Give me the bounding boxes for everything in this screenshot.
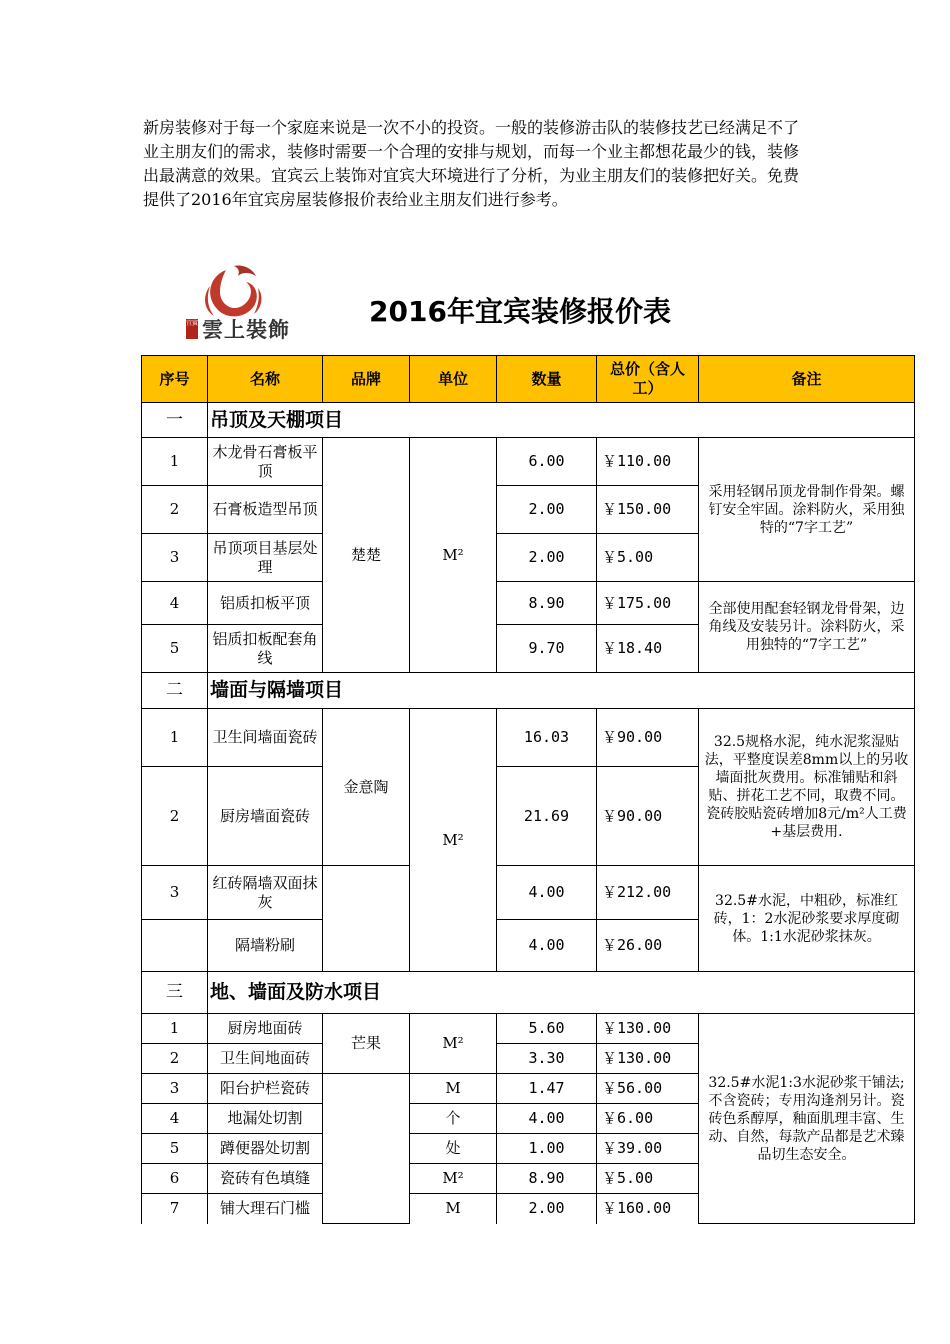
note-cell: 32.5#水泥，中粗砂，标准红砖，1：2水泥砂浆要求厚度砌体。1:1水泥砂浆抹灰。	[699, 866, 915, 972]
quantity-cell: 6.00	[497, 438, 597, 486]
unit-cell: M	[410, 1194, 497, 1224]
unit-cell: 处	[410, 1134, 497, 1164]
section-number: 一	[142, 403, 208, 438]
quantity-cell: 3.30	[497, 1044, 597, 1074]
note-cell: 采用轻钢吊顶龙骨制作骨架。螺钉安全牢固。涂料防火，采用独特的“7字工艺”	[699, 438, 915, 582]
unit-cell: M²	[410, 1164, 497, 1194]
item-name: 吊顶项目基层处理	[208, 534, 323, 582]
table-row	[142, 438, 915, 486]
page-title: 2016年宜宾装修报价表	[369, 295, 671, 328]
price-cell: ￥5.00	[597, 534, 699, 582]
price-cell: ￥130.00	[597, 1014, 699, 1044]
price-cell: ￥175.00	[597, 582, 699, 625]
price-cell: ￥90.00	[597, 767, 699, 866]
price-cell: ￥56.00	[597, 1074, 699, 1104]
price-cell: ￥39.00	[597, 1134, 699, 1164]
item-name: 厨房墙面瓷砖	[208, 767, 323, 866]
row-number: 1	[142, 438, 208, 486]
note-cell: 32.5规格水泥，纯水泥浆湿贴法，平整度误差8mm以上的另收墙面批灰费用。标准铺贴和斜贴、拼花工艺不同，取费不同。瓷砖胶贴瓷砖增加8元/m²人工费+基层费用.	[699, 709, 915, 866]
header-cell: 总价（含人工）	[597, 356, 699, 403]
row-number: 4	[142, 1104, 208, 1134]
row-number: 2	[142, 486, 208, 534]
row-number: 3	[142, 534, 208, 582]
price-cell: ￥5.00	[597, 1164, 699, 1194]
table-header-row	[142, 356, 915, 403]
quantity-cell: 8.90	[497, 582, 597, 625]
item-name: 铝质扣板平顶	[208, 582, 323, 625]
row-number: 1	[142, 709, 208, 767]
price-cell: ￥130.00	[597, 1044, 699, 1074]
quantity-cell: 5.60	[497, 1014, 597, 1044]
item-name: 蹲便器处切割	[208, 1134, 323, 1164]
intro-paragraph: 新房装修对于每一个家庭来说是一次不小的投资。一般的装修游击队的装修技艺已经满足不了业主朋友们的需求，装修时需要一个合理的安排与规划，而每一个业主都想花最少的钱，装修出最满意的效果。宜宾云上装饰对宜宾大环境进行了分析，为业主朋友们的装修把好关。免费提供了2016年宜宾房屋装修报价表给业主朋友们进行参考。	[143, 118, 800, 209]
quantity-cell: 4.00	[497, 1104, 597, 1134]
price-cell: ￥110.00	[597, 438, 699, 486]
item-name: 地漏处切割	[208, 1104, 323, 1134]
price-cell: ￥150.00	[597, 486, 699, 534]
item-name: 木龙骨石膏板平顶	[208, 438, 323, 486]
row-number: 3	[142, 866, 208, 920]
section-row	[142, 403, 915, 438]
section-number: 二	[142, 673, 208, 709]
row-number: 3	[142, 1074, 208, 1104]
item-name: 红砖隔墙双面抹灰	[208, 866, 323, 920]
quantity-cell: 4.00	[497, 866, 597, 920]
item-name: 石膏板造型吊顶	[208, 486, 323, 534]
section-title: 吊顶及天棚项目	[208, 403, 915, 438]
brand-cell: 芒果	[323, 1014, 410, 1074]
quantity-cell: 8.90	[497, 1164, 597, 1194]
price-cell: ￥6.00	[597, 1104, 699, 1134]
unit-cell: M²	[410, 438, 497, 673]
price-cell: ￥160.00	[597, 1194, 699, 1224]
row-number: 2	[142, 767, 208, 866]
quantity-cell: 21.69	[497, 767, 597, 866]
unit-cell: 个	[410, 1104, 497, 1134]
brand-cell-empty	[323, 866, 410, 972]
item-name: 卫生间地面砖	[208, 1044, 323, 1074]
item-name: 厨房地面砖	[208, 1014, 323, 1044]
header-cell: 品牌	[323, 356, 410, 403]
note-cell: 32.5#水泥1:3水泥砂浆干铺法;不含瓷砖；专用沟逢剂另计。瓷砖色系醇厚，釉面肌理丰富、生动、自然，每款产品都是艺术臻品切生态安全。	[699, 1014, 915, 1224]
table-row	[142, 866, 915, 920]
row-number: 6	[142, 1164, 208, 1194]
logo-text: 雲上裝飾	[202, 318, 290, 342]
table-row	[142, 582, 915, 625]
brand-cell-empty	[323, 1074, 410, 1224]
quantity-cell: 9.70	[497, 625, 597, 673]
header-cell: 名称	[208, 356, 323, 403]
brand-cell: 楚楚	[323, 438, 410, 673]
table-row	[142, 709, 915, 767]
row-number	[142, 920, 208, 972]
item-name: 隔墙粉刷	[208, 920, 323, 972]
row-number: 5	[142, 1134, 208, 1164]
row-number: 7	[142, 1194, 208, 1224]
section-row	[142, 972, 915, 1014]
price-cell: ￥90.00	[597, 709, 699, 767]
price-cell: ￥212.00	[597, 866, 699, 920]
note-cell: 全部使用配套轻钢龙骨骨架，边角线及安装另计。涂料防火，采用独特的“7字工艺”	[699, 582, 915, 673]
header-cell: 单位	[410, 356, 497, 403]
row-number: 1	[142, 1014, 208, 1044]
row-number: 5	[142, 625, 208, 673]
section-title: 墙面与隔墙项目	[208, 673, 915, 709]
brand-cell: 金意陶	[323, 709, 410, 866]
logo-seal: 宜賓	[186, 319, 198, 339]
quantity-cell: 16.03	[497, 709, 597, 767]
header-cell: 数量	[497, 356, 597, 403]
item-name: 铝质扣板配套角线	[208, 625, 323, 673]
unit-cell: M²	[410, 1014, 497, 1074]
logo-wordmark	[186, 316, 298, 342]
quantity-cell: 2.00	[497, 534, 597, 582]
quantity-cell: 1.47	[497, 1074, 597, 1104]
item-name: 铺大理石门槛	[208, 1194, 323, 1224]
price-cell: ￥26.00	[597, 920, 699, 972]
row-number: 2	[142, 1044, 208, 1074]
item-name: 瓷砖有色填缝	[208, 1164, 323, 1194]
header-cell: 备注	[699, 356, 915, 403]
section-number: 三	[142, 972, 208, 1014]
quantity-cell: 2.00	[497, 486, 597, 534]
unit-cell: M²	[410, 709, 497, 972]
quantity-cell: 2.00	[497, 1194, 597, 1224]
item-name: 阳台护栏瓷砖	[208, 1074, 323, 1104]
quantity-cell: 1.00	[497, 1134, 597, 1164]
unit-cell: M	[410, 1074, 497, 1104]
quantity-cell: 4.00	[497, 920, 597, 972]
section-title: 地、墙面及防水项目	[208, 972, 915, 1014]
price-cell: ￥18.40	[597, 625, 699, 673]
row-number: 4	[142, 582, 208, 625]
table-row	[142, 1014, 915, 1044]
section-row	[142, 673, 915, 709]
quote-table	[141, 355, 915, 1224]
header-cell: 序号	[142, 356, 208, 403]
item-name: 卫生间墙面瓷砖	[208, 709, 323, 767]
